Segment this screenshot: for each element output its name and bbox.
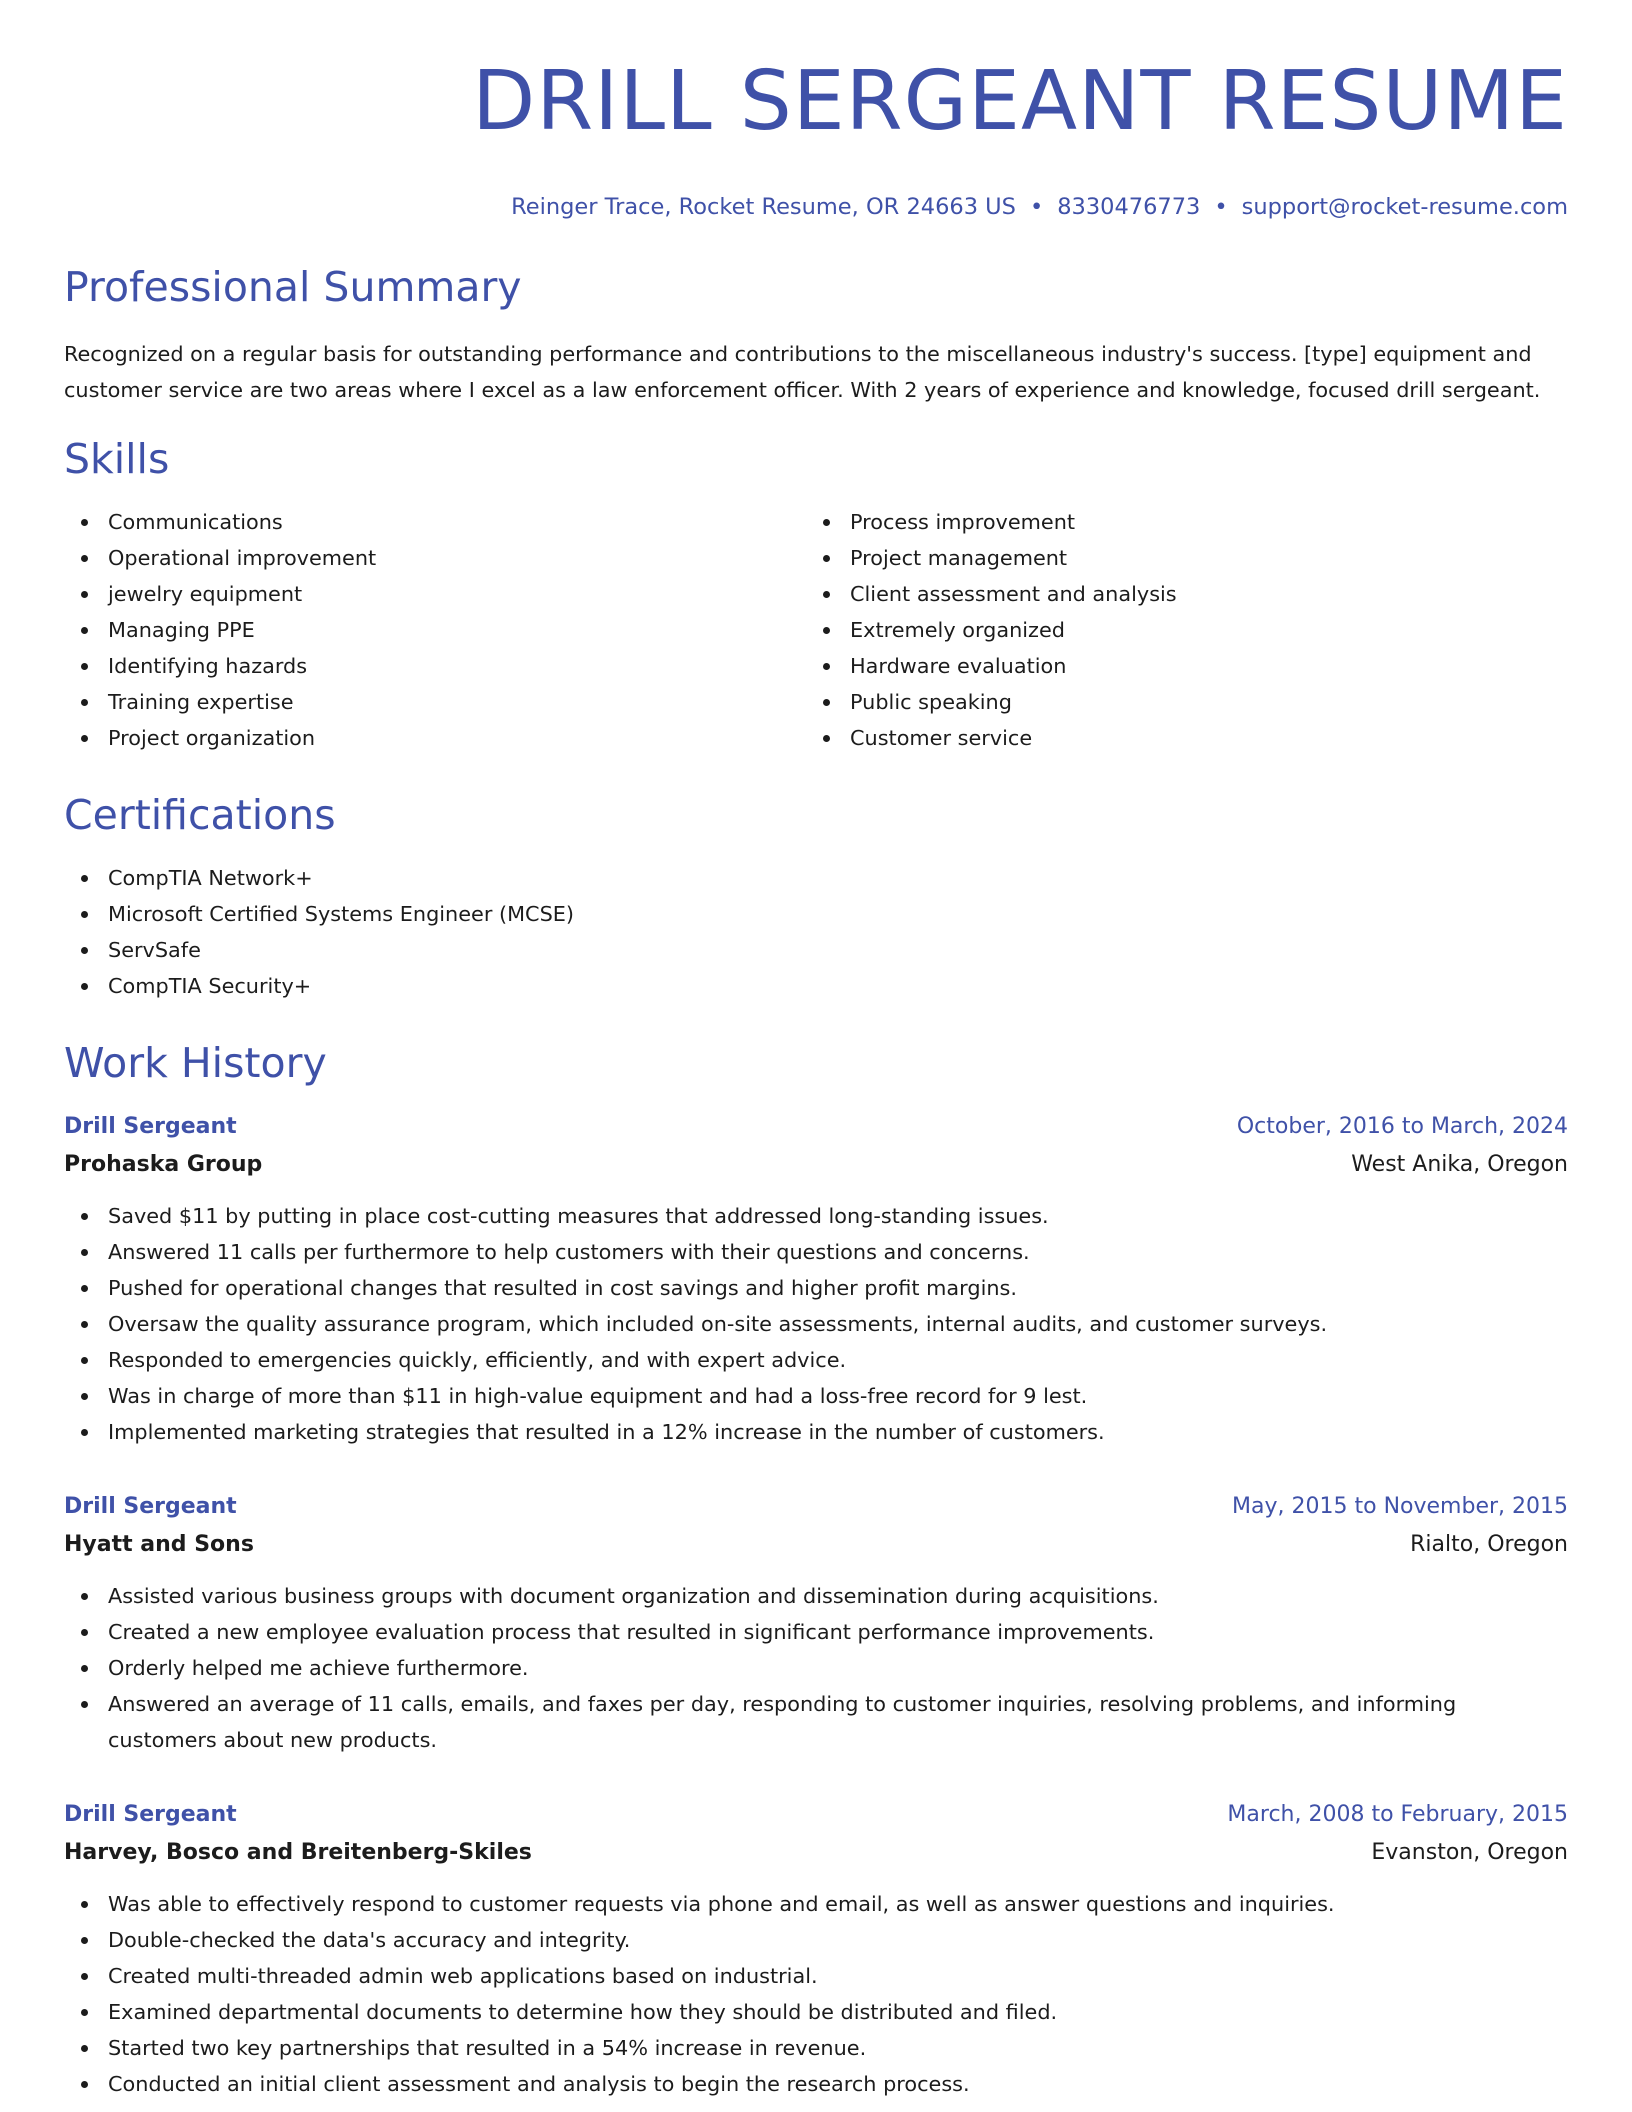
job-bullet: Assisted various business groups with document organization and dissemination during acquisitions. — [64, 1578, 1568, 1614]
certification-item: CompTIA Network+ — [64, 860, 1568, 896]
job-bullet: Pushed for operational changes that resulted in cost savings and higher profit margins. — [64, 1270, 1568, 1306]
contact-phone: 8330476773 — [1057, 194, 1201, 220]
skill-item: Training expertise — [64, 684, 806, 720]
job-bullet: Created a new employee evaluation process that resulted in significant performance improvements. — [64, 1614, 1568, 1650]
job-bullet: Started two key partnerships that resulted in a 54% increase in revenue. — [64, 2030, 1568, 2066]
summary-heading: Professional Summary — [64, 263, 522, 311]
skill-item: Communications — [64, 504, 806, 540]
job-dates: May, 2015 to November, 2015 — [1232, 1494, 1568, 1519]
skill-item: Public speaking — [806, 684, 1548, 720]
job-bullet-list — [64, 1198, 1568, 1450]
skills-columns — [64, 504, 1568, 756]
job-bullet: Implemented marketing strategies that resulted in a 12% increase in the number of customers. — [64, 1414, 1568, 1450]
contact-line — [64, 192, 1568, 222]
job-company-row — [64, 1146, 1568, 1184]
skill-item: Client assessment and analysis — [806, 576, 1548, 612]
job-bullet: Answered 11 calls per furthermore to help customers with their questions and concerns. — [64, 1234, 1568, 1270]
skills-heading: Skills — [64, 435, 170, 483]
skill-item: Hardware evaluation — [806, 648, 1548, 684]
skill-item: Process improvement — [806, 504, 1548, 540]
job-bullet-list — [64, 1578, 1568, 1758]
contact-address: Reinger Trace, Rocket Resume, OR 24663 US — [511, 194, 1016, 220]
contact-email: support@rocket-resume.com — [1241, 194, 1568, 220]
skills-list-left — [64, 504, 806, 756]
job-header-row — [64, 1108, 1568, 1146]
skill-item: Project management — [806, 540, 1548, 576]
job-bullet: Responded to emergencies quickly, efficiently, and with expert advice. — [64, 1342, 1568, 1378]
job-bullet: Saved $11 by putting in place cost-cutting measures that addressed long-standing issues. — [64, 1198, 1568, 1234]
job-company: Prohaska Group — [64, 1152, 263, 1177]
job-bullet: Was in charge of more than $11 in high-value equipment and had a loss-free record for 9 lest. — [64, 1378, 1568, 1414]
job-bullet: Double-checked the data's accuracy and integrity. — [64, 1922, 1568, 1958]
job-bullet: Oversaw the quality assurance program, which included on-site assessments, internal audits, and customer surveys. — [64, 1306, 1568, 1342]
work-history-list — [64, 1108, 1568, 2102]
certification-item: CompTIA Security+ — [64, 968, 1568, 1004]
job-bullet: Examined departmental documents to determine how they should be distributed and filed. — [64, 1994, 1568, 2030]
skill-item: jewelry equipment — [64, 576, 806, 612]
work-history-heading: Work History — [64, 1039, 327, 1087]
skill-item: Identifying hazards — [64, 648, 806, 684]
job-company-row — [64, 1834, 1568, 1872]
job-company-row — [64, 1526, 1568, 1564]
contact-separator: • — [1029, 194, 1044, 220]
job-entry — [64, 1488, 1568, 1758]
contact-separator: • — [1214, 194, 1228, 220]
job-bullet: Answered an average of 11 calls, emails, and faxes per day, responding to customer inquiries, resolving problems, and informing customers about new products. — [64, 1686, 1568, 1758]
job-header-row — [64, 1488, 1568, 1526]
job-entry — [64, 1108, 1568, 1450]
skill-item: Operational improvement — [64, 540, 806, 576]
job-entry — [64, 1796, 1568, 2102]
skill-item: Project organization — [64, 720, 806, 756]
job-title: Drill Sergeant — [64, 1494, 237, 1519]
skill-item: Extremely organized — [806, 612, 1548, 648]
job-title: Drill Sergeant — [64, 1114, 237, 1139]
job-bullet: Orderly helped me achieve furthermore. — [64, 1650, 1568, 1686]
job-title: Drill Sergeant — [64, 1802, 237, 1827]
job-company: Hyatt and Sons — [64, 1532, 254, 1557]
certification-item: Microsoft Certified Systems Engineer (MCSE) — [64, 896, 1568, 932]
resume-name: DRILL SERGEANT RESUME — [472, 54, 1568, 149]
certification-item: ServSafe — [64, 932, 1568, 968]
job-bullet: Was able to effectively respond to customer requests via phone and email, as well as answer questions and inquiries. — [64, 1886, 1568, 1922]
job-location: West Anika, Oregon — [1351, 1152, 1568, 1177]
job-header-row — [64, 1796, 1568, 1834]
job-company: Harvey, Bosco and Breitenberg-Skiles — [64, 1840, 532, 1865]
job-bullet: Created multi-threaded admin web applications based on industrial. — [64, 1958, 1568, 1994]
job-location: Evanston, Oregon — [1371, 1840, 1568, 1865]
certifications-list — [64, 860, 1568, 1004]
job-bullet: Conducted an initial client assessment and analysis to begin the research process. — [64, 2066, 1568, 2102]
skills-list-right — [806, 504, 1548, 756]
skill-item: Customer service — [806, 720, 1548, 756]
job-bullet-list — [64, 1886, 1568, 2102]
summary-text: Recognized on a regular basis for outstanding performance and contributions to the miscellaneous industry's success. [type] equipment and customer service are two areas where I excel as a law enforcement officer. With 2 years of experience and knowledge, focused drill sergeant. — [64, 342, 1541, 402]
skill-item: Managing PPE — [64, 612, 806, 648]
job-location: Rialto, Oregon — [1410, 1532, 1568, 1557]
certifications-heading: Certifications — [64, 791, 336, 839]
job-dates: March, 2008 to February, 2015 — [1227, 1802, 1568, 1827]
job-dates: October, 2016 to March, 2024 — [1236, 1114, 1568, 1139]
